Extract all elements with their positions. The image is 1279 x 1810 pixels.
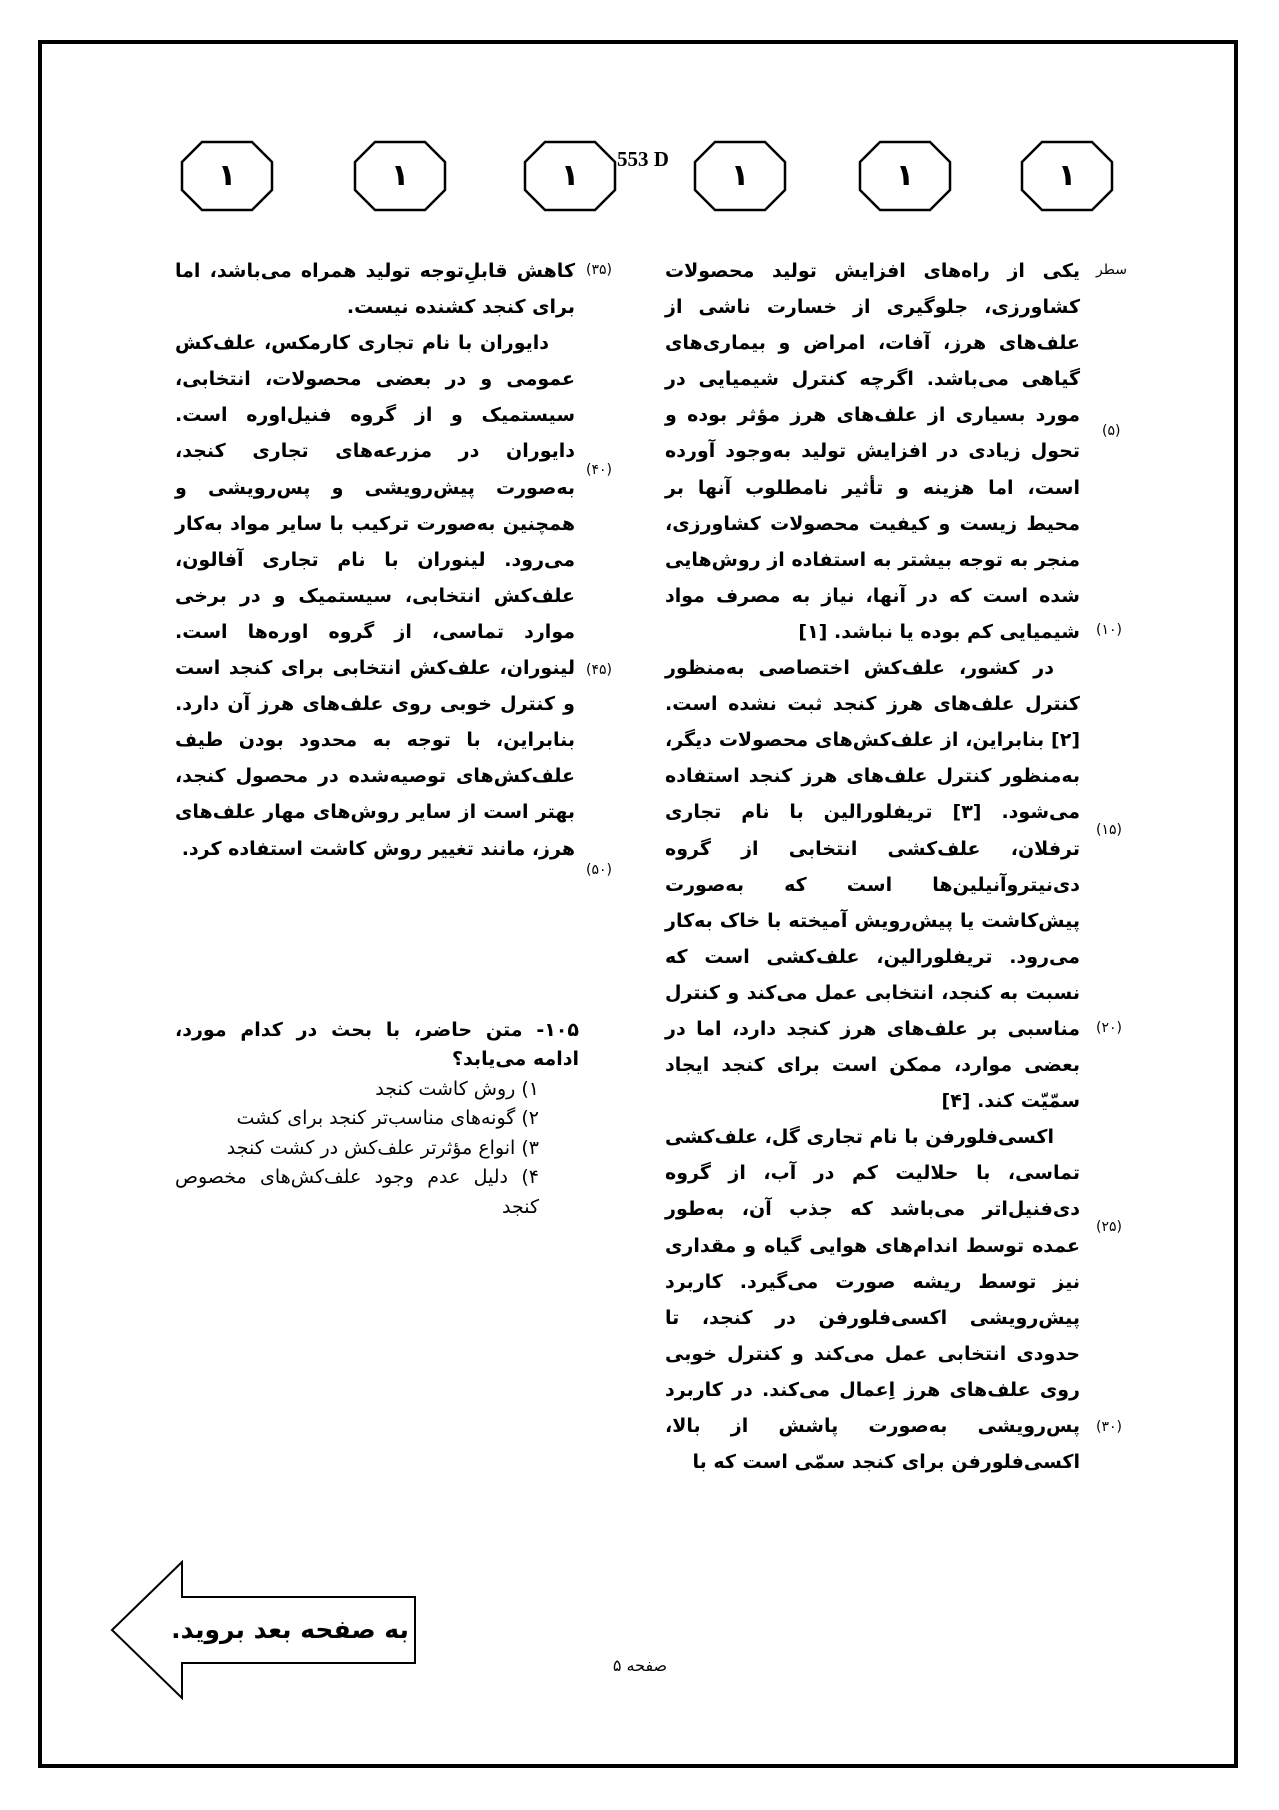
header-badge: [858, 140, 952, 212]
line-number: (۵): [1102, 423, 1121, 439]
line-number: (۴۰): [586, 462, 612, 478]
header-badge: [693, 140, 787, 212]
badge-value: ۱: [390, 158, 410, 193]
page-number: صفحه ۵: [612, 1656, 668, 1675]
passage-paragraph: کاهش قابلِ‌توجه تولید همراه می‌باشد، اما برای کنجد کشنده نیست.: [175, 260, 575, 319]
line-number: (۵۰): [586, 862, 612, 878]
badge-value: ۱: [895, 158, 915, 193]
next-page-arrow[interactable]: [110, 1560, 420, 1700]
next-page-label: به صفحه بعد بروید.: [171, 1615, 409, 1644]
passage-paragraph: اکسی‌فلورفن با نام تجاری گل، علف‌کشی تماسی، با حلالیت کم در آب، از گروه دی‌فنیل‌اتر می‌باشد که جذب آن، به‌طور عمده توسط اندام‌های هوایی گیاه و مقداری نیز توسط ریشه صورت می‌گیرد. کاربرد پیش‌رویشی اکسی‌فلورفن در کنجد، تا حدودی انتخابی عمل می‌کند و کنترل خوبی روی علف‌های هرز اِعمال می‌کند. در کاربرد پس‌رویشی به‌صورت پاشش از بالا، اکسی‌فلورفن برای کنجد سمّی است که با: [665, 1126, 1080, 1474]
line-number: (۳۵): [586, 262, 612, 278]
passage-paragraph: یکی از راه‌های افزایش تولید محصولات کشاورزی، جلوگیری از خسارت ناشی از علف‌های هرز، آفات، امراض و بیماری‌های گیاهی می‌باشد. اگرچه کنترل شیمیایی در مورد بسیاری از علف‌های هرز مؤثر بوده و تحول زیادی در افزایش تولید به‌وجود آورده است، اما هزینه و تأثیر نامطلوب آنها بر محیط زیست و کیفیت محصولات کشاورزی، منجر به توجه بیشتر به استفاده از روش‌هایی شده است که در آنها، نیاز به مصرف مواد شیمیایی کم بوده یا نباشد. [۱]: [665, 260, 1080, 643]
exam-code: 553 D: [617, 147, 669, 171]
question-105: [175, 1016, 579, 1222]
line-number: (۳۰): [1096, 1419, 1122, 1435]
answer-option[interactable]: ۲) گونه‌های مناسب‌تر کنجد برای کشت: [236, 1107, 539, 1130]
line-number: (۲۰): [1096, 1020, 1122, 1036]
line-number: (۴۵): [586, 662, 612, 678]
badge-value: ۱: [730, 158, 750, 193]
header-badge: [1020, 140, 1114, 212]
badge-value: ۱: [217, 158, 237, 193]
line-number: (۱۵): [1096, 822, 1122, 838]
passage-column-right: [665, 253, 1080, 1480]
answer-option[interactable]: ۴) دلیل عدم وجود علف‌کش‌های مخصوص کنجد: [175, 1166, 539, 1218]
line-label: سطر: [1096, 262, 1127, 278]
header-badge: [523, 140, 617, 212]
passage-paragraph: در کشور، علف‌کش اختصاصی به‌منظور کنترل علف‌های هرز کنجد ثبت نشده است. [۲] بنابراین، از علف‌کش‌های محصولات دیگر، به‌منظور کنترل علف‌های هرز کنجد استفاده می‌شود. [۳] تریفلورالین با نام تجاری ترفلان، علف‌کشی انتخابی از گروه دی‌نیتروآنیلین‌ها است که به‌صورت پیش‌کاشت یا پیش‌رویش آمیخته با خاک به‌کار می‌رود. تریفلورالین، علف‌کشی است که نسبت به کنجد، انتخابی عمل می‌کند و کنترل مناسبی بر علف‌های هرز کنجد دارد، اما در بعضی موارد، ممکن است برای کنجد ایجاد سمّیّت کند. [۴]: [665, 657, 1080, 1113]
answer-options: [175, 1075, 579, 1222]
badge-value: ۱: [560, 158, 580, 193]
line-number: (۲۵): [1096, 1219, 1122, 1235]
question-stem: [175, 1016, 579, 1075]
passage-paragraph: دایوران با نام تجاری کارمکس، علف‌کش عمومی و در بعضی محصولات، انتخابی، سیستمیک و از گروه فنیل‌اوره است. دایوران در مزرعه‌های تجاری کنجد، به‌صورت پیش‌رویشی و پس‌رویشی و همچنین به‌صورت ترکیب با سایر مواد به‌کار می‌رود. لینوران با نام تجاری آفالون، علف‌کش انتخابی، سیستمیک و در برخی موارد تماسی، از گروه اوره‌ها است. لینوران، علف‌کش انتخابی برای کنجد است و کنترل خوبی روی علف‌های هرز آن دارد. بنابراین، با توجه به محدود بودن طیف علف‌کش‌های توصیه‌شده در محصول کنجد، بهتر است از سایر روش‌های مهار علف‌های هرز، مانند تغییر روش کاشت استفاده کرد.: [175, 332, 575, 860]
answer-option[interactable]: ۱) روش کاشت کنجد: [375, 1077, 539, 1100]
line-number: (۱۰): [1096, 622, 1122, 638]
passage-column-left: [175, 253, 575, 867]
answer-option[interactable]: ۳) انواع مؤثرتر علف‌کش در کشت کنجد: [226, 1136, 539, 1159]
question-number: ۱۰۵-: [536, 1019, 579, 1041]
question-text: متن حاضر، با بحث در کدام مورد، ادامه می‌یابد؟: [175, 1019, 579, 1071]
badge-value: ۱: [1057, 158, 1077, 193]
header-badge: [353, 140, 447, 212]
header-badge: [180, 140, 274, 212]
